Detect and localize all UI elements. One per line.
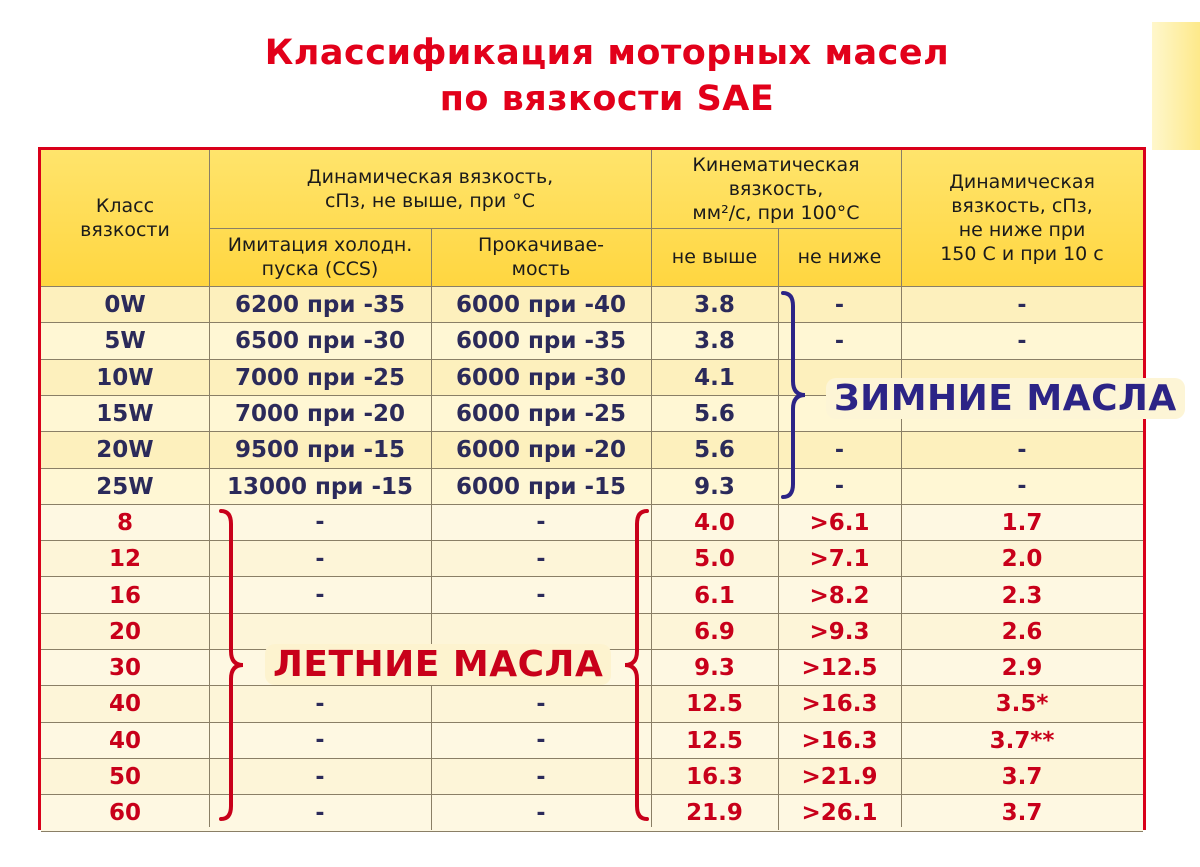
table-cell-kinematic-max: 5.6	[694, 437, 735, 464]
summer-oils-label: ЛЕТНИЕ МАСЛА	[265, 644, 611, 685]
row-divider	[41, 758, 1143, 759]
header-viscosity-class: Класс вязкости	[80, 195, 170, 241]
row-divider	[41, 431, 1143, 432]
table-cell-kinematic-max: 16.3	[686, 764, 743, 791]
table-cell-class: 20	[108, 618, 141, 645]
table-cell-hths: -	[1017, 292, 1027, 318]
table-cell-ccs: -	[315, 510, 325, 536]
row-divider	[41, 359, 1143, 360]
row-divider	[41, 540, 1143, 541]
table-cell-kinematic-max: 4.0	[694, 509, 735, 536]
table-cell-hths: 2.3	[1001, 582, 1043, 609]
table-cell-pumping: -	[536, 510, 546, 536]
table-cell-class: 12	[108, 546, 141, 573]
table-cell-kinematic-max: 9.3	[694, 473, 735, 500]
table-cell-ccs: -	[315, 764, 325, 790]
header-pumping: Прокачиваe- мость	[477, 234, 605, 280]
table-cell-pumping: 6000 при -40	[455, 292, 627, 319]
table-cell-kinematic-max: 5.0	[694, 546, 735, 573]
table-cell-kinematic-min: >16.3	[801, 727, 878, 754]
table-cell-ccs: -	[315, 583, 325, 609]
table-cell-class: 5W	[104, 328, 146, 355]
table-cell-ccs: 9500 при -15	[234, 437, 406, 464]
header-kinematic-viscosity: Кинематическая вязкость, мм²/с, при 100°С	[692, 154, 860, 224]
row-divider	[41, 576, 1143, 577]
table-cell-class: 40	[108, 691, 141, 718]
table-cell-class: 20W	[96, 437, 154, 464]
column-divider	[651, 150, 652, 827]
table-cell-kinematic-max: 21.9	[686, 800, 743, 827]
table-cell-hths: 1.7	[1001, 509, 1043, 536]
table-cell-ccs: 7000 при -25	[234, 364, 406, 391]
table-cell-pumping: 6000 при -20	[455, 437, 627, 464]
header-not-above: не выше	[671, 246, 758, 268]
row-divider	[41, 722, 1143, 723]
page-title	[0, 30, 1200, 122]
table-cell-pumping: 6000 при -15	[455, 473, 627, 500]
sae-viscosity-table	[38, 147, 1177, 830]
table-cell-hths: -	[1017, 328, 1027, 354]
table-cell-kinematic-min: >6.1	[809, 509, 870, 536]
table-cell-kinematic-max: 6.1	[694, 582, 735, 609]
table-cell-hths: 3.7	[1001, 764, 1043, 791]
table-cell-ccs: -	[315, 800, 325, 826]
table-cell-kinematic-max: 4.1	[694, 364, 735, 391]
header-subdivider	[209, 228, 901, 229]
row-divider	[41, 468, 1143, 469]
table-cell-kinematic-min: >9.3	[809, 618, 870, 645]
table-cell-class: 0W	[104, 292, 146, 319]
table-cell-hths: 3.5*	[995, 691, 1049, 718]
table-cell-class: 50	[108, 764, 141, 791]
row-divider	[41, 286, 1143, 287]
table-cell-kinematic-min: >16.3	[801, 691, 878, 718]
table-cell-kinematic-min: >21.9	[801, 764, 878, 791]
table-cell-pumping: -	[536, 764, 546, 790]
table-cell-hths: 3.7	[1001, 800, 1043, 827]
table-cell-class: 60	[108, 800, 141, 827]
winter-brace	[779, 290, 809, 500]
table-cell-pumping: 6000 при -25	[455, 401, 627, 428]
table-cell-class: 8	[116, 509, 133, 536]
row-divider	[41, 685, 1143, 686]
table-cell-kinematic-min: -	[834, 292, 845, 318]
column-divider	[431, 228, 432, 830]
table-cell-kinematic-max: 6.9	[694, 618, 735, 645]
column-divider	[901, 150, 902, 827]
table-cell-hths: 3.7**	[989, 727, 1055, 754]
table-cell-kinematic-min: -	[834, 437, 845, 463]
table-cell-ccs: 6500 при -30	[234, 328, 406, 355]
table-cell-hths: 2.9	[1001, 655, 1043, 682]
header-not-below: не ниже	[797, 246, 882, 268]
winter-oils-label: ЗИМНИЕ МАСЛА	[826, 378, 1185, 419]
table-cell-hths: 2.0	[1001, 546, 1043, 573]
table-cell-pumping: -	[536, 691, 546, 717]
column-divider	[209, 150, 210, 827]
row-divider	[41, 794, 1143, 795]
table-cell-hths: -	[1017, 474, 1027, 500]
table-cell-class: 30	[108, 655, 141, 682]
table-cell-class: 10W	[96, 364, 154, 391]
title-line-1: Классификация моторных масел	[264, 33, 950, 73]
table-cell-class: 15W	[96, 401, 154, 428]
table-cell-kinematic-min: >26.1	[801, 800, 878, 827]
table-cell-ccs: -	[315, 728, 325, 754]
header-ccs: Имитация холодн. пуска (CCS)	[227, 234, 413, 280]
table-cell-pumping: 6000 при -30	[455, 364, 627, 391]
table-cell-kinematic-max: 3.8	[694, 328, 735, 355]
header-hths: Динамическая вязкость, сПз, не ниже при 150 С и при 10 с	[940, 171, 1104, 265]
summer-brace-right	[621, 508, 651, 822]
table-cell-kinematic-min: >8.2	[809, 582, 870, 609]
table-cell-kinematic-min: -	[834, 474, 845, 500]
row-divider	[41, 831, 1143, 832]
table-cell-ccs: 6200 при -35	[234, 292, 406, 319]
table-cell-kinematic-max: 3.8	[694, 292, 735, 319]
table-cell-pumping: -	[536, 800, 546, 826]
table-cell-pumping: -	[536, 546, 546, 572]
table-cell-kinematic-min: >7.1	[809, 546, 870, 573]
summer-brace-left	[217, 508, 247, 822]
table-cell-class: 16	[108, 582, 141, 609]
table-cell-kinematic-max: 12.5	[686, 727, 743, 754]
row-divider	[41, 613, 1143, 614]
table-cell-kinematic-max: 9.3	[694, 655, 735, 682]
table-cell-hths: 2.6	[1001, 618, 1043, 645]
table-cell-ccs: -	[315, 691, 325, 717]
table-cell-hths: -	[1017, 437, 1027, 463]
row-divider	[41, 504, 1143, 505]
table-cell-kinematic-max: 5.6	[694, 401, 735, 428]
table-cell-ccs: 13000 при -15	[226, 473, 414, 500]
table-cell-ccs: 7000 при -20	[234, 401, 406, 428]
table-cell-pumping: -	[536, 583, 546, 609]
table-cell-kinematic-max: 12.5	[686, 691, 743, 718]
table-cell-ccs: -	[315, 546, 325, 572]
row-divider	[41, 322, 1143, 323]
table-cell-kinematic-min: >12.5	[801, 655, 878, 682]
table-cell-pumping: 6000 при -35	[455, 328, 627, 355]
table-cell-pumping: -	[536, 728, 546, 754]
table-cell-class: 25W	[96, 473, 154, 500]
header-dynamic-viscosity: Динамическая вязкость, сПз, не выше, при °С	[306, 166, 554, 212]
title-line-2: по вязкости SAE	[439, 79, 775, 119]
table-cell-kinematic-min: -	[834, 328, 845, 354]
table-cell-class: 40	[108, 727, 141, 754]
